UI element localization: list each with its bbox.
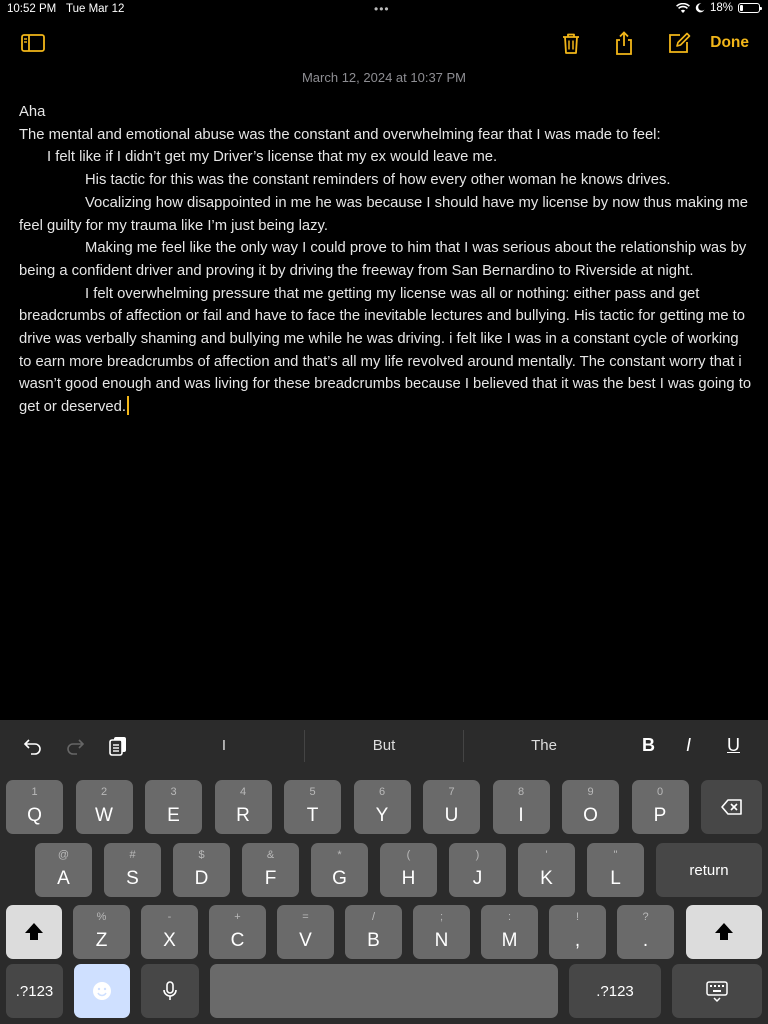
key-m[interactable] [481, 905, 538, 959]
status-time: 10:52 PM [7, 3, 57, 15]
numbers-label: .?123 [596, 982, 634, 1000]
key-o[interactable] [562, 780, 619, 834]
moon-icon [695, 3, 705, 13]
key-hint: " [613, 849, 618, 861]
key-label: G [332, 868, 347, 889]
status-right [676, 2, 760, 14]
note-body[interactable] [19, 101, 754, 419]
note-line: The mental and emotional abuse was the constant and overwhelming fear that I was made to feel: [19, 126, 661, 143]
key-e[interactable] [145, 780, 202, 834]
battery-percent: 18% [709, 2, 733, 14]
key-hint: 3 [170, 786, 177, 798]
shift-key-left[interactable] [6, 905, 62, 959]
shift-icon [22, 920, 46, 944]
suggestion-1[interactable]: I [221, 737, 227, 754]
key-q[interactable] [6, 780, 63, 834]
status-date: Tue Mar 12 [66, 3, 125, 15]
key-label: Q [27, 805, 42, 826]
key-hint: : [507, 911, 512, 923]
key-hint: 0 [656, 786, 664, 798]
shortcut-bar [0, 720, 768, 772]
compose-icon[interactable] [666, 30, 692, 56]
key-y[interactable] [354, 780, 411, 834]
keyboard [0, 720, 768, 1024]
note-line [19, 283, 754, 419]
key-hint: ( [406, 849, 411, 861]
key-i[interactable] [493, 780, 550, 834]
key-w[interactable] [76, 780, 133, 834]
key-z[interactable] [73, 905, 130, 959]
key-label: H [401, 868, 416, 889]
key-label: I [518, 805, 524, 826]
bold-button[interactable]: B [642, 735, 655, 755]
share-icon[interactable] [611, 30, 637, 56]
key-hint: % [96, 911, 107, 923]
note-line: I felt like if I didn’t get my Driver’s license that my ex would leave me. [47, 149, 498, 166]
return-key[interactable] [656, 843, 762, 897]
key-hint: = [302, 911, 309, 923]
trash-icon[interactable] [558, 30, 584, 56]
key-label: B [367, 930, 380, 951]
key-hint: 9 [587, 786, 594, 798]
text-cursor [127, 396, 129, 415]
key-b[interactable] [345, 905, 402, 959]
key-hint: 8 [517, 786, 525, 798]
underline-button[interactable]: U [727, 735, 740, 755]
key-label: S [126, 868, 139, 889]
shift-icon [712, 920, 736, 944]
battery-fill [740, 5, 743, 11]
key-comma[interactable] [549, 905, 606, 959]
key-p[interactable] [632, 780, 689, 834]
hide-keyboard-key[interactable] [672, 964, 762, 1018]
battery-icon [738, 3, 760, 13]
key-label: A [57, 868, 70, 889]
key-f[interactable] [242, 843, 299, 897]
key-label: . [642, 930, 649, 951]
numbers-label: .?123 [15, 982, 54, 1000]
key-x[interactable] [141, 905, 198, 959]
italic-button[interactable]: I [686, 735, 692, 755]
clipboard-icon[interactable] [107, 735, 129, 757]
return-label: return [689, 861, 729, 879]
emoji-icon [90, 979, 114, 1003]
key-hint: $ [198, 849, 205, 861]
wifi-icon [676, 3, 690, 14]
key-hint: * [337, 849, 342, 861]
note-line: Making me feel like the only way I could prove to him that I was serious about the relationship was by being a confident driver and proving it by driving the freeway from San Bernardino to Riverside at night. [19, 240, 747, 279]
key-hint: 7 [448, 786, 455, 798]
note-line: His tactic for this was the constant reminders of how every other woman he knows drives. [85, 172, 671, 189]
key-s[interactable] [104, 843, 161, 897]
key-label: W [95, 805, 113, 826]
key-label: L [610, 868, 621, 889]
space-bar[interactable] [210, 964, 558, 1018]
numbers-key-right[interactable] [569, 964, 661, 1018]
key-label: M [501, 930, 518, 951]
key-label: V [299, 930, 312, 951]
key-a[interactable] [35, 843, 92, 897]
key-hint: @ [57, 849, 70, 861]
key-label: K [540, 868, 553, 889]
key-c[interactable] [209, 905, 266, 959]
dictation-key[interactable] [141, 964, 199, 1018]
redo-icon[interactable] [64, 735, 86, 757]
key-d[interactable] [173, 843, 230, 897]
key-hint: ' [545, 849, 548, 861]
key-label: X [163, 930, 176, 951]
done-button[interactable]: Done [710, 34, 749, 51]
suggestion-3[interactable]: The [531, 737, 557, 754]
sidebar-icon[interactable] [20, 30, 46, 56]
key-label: C [230, 930, 245, 951]
key-v[interactable] [277, 905, 334, 959]
key-period[interactable] [617, 905, 674, 959]
key-label: Z [95, 930, 108, 951]
key-hint: ) [475, 849, 480, 861]
key-label: , [574, 930, 581, 951]
key-hint: ! [575, 911, 580, 923]
key-label: N [434, 930, 449, 951]
status-bar [0, 0, 768, 20]
key-hint: / [371, 911, 376, 923]
key-hint: - [167, 911, 172, 923]
key-label: P [653, 805, 667, 826]
key-hint: 1 [31, 786, 38, 798]
key-label: F [264, 868, 277, 889]
emoji-key[interactable] [74, 964, 130, 1018]
key-label: E [167, 805, 180, 826]
note-last-paragraph: I felt overwhelming pressure that me getting my license was all or nothing: either pass and get breadcrumbs of affection or fail and have to face the inevitable lectures and bullying. His tactic for getting me to drive was verbally shaming and bullying me while he was driving. i felt like I was in a constant cycle of working to earn more breadcrumbs of affection and that’s all my life revolved around mentally. The constant worry that i wasn’t good enough and was living for these breadcrumbs because I believed that it was the best I was going to get or deserved. [19, 285, 752, 416]
key-hint: 4 [239, 786, 247, 798]
key-hint: + [234, 911, 241, 923]
key-n[interactable] [413, 905, 470, 959]
key-hint: ? [642, 911, 649, 923]
key-label: J [472, 868, 483, 889]
key-label: D [194, 868, 209, 889]
key-hint: # [129, 849, 136, 861]
key-r[interactable] [215, 780, 272, 834]
key-h[interactable] [380, 843, 437, 897]
key-u[interactable] [423, 780, 480, 834]
key-label: O [583, 805, 598, 826]
key-j[interactable] [449, 843, 506, 897]
delete-key[interactable] [701, 780, 762, 834]
key-label: T [306, 805, 319, 826]
delete-icon [720, 795, 744, 819]
key-label: Y [375, 805, 389, 826]
key-hint: 2 [100, 786, 108, 798]
multitasking-dots-icon[interactable]: ••• [374, 2, 390, 16]
keyboard-dismiss-icon [705, 979, 729, 1003]
note-date: March 12, 2024 at 10:37 PM [301, 70, 467, 85]
note-line: Aha [19, 104, 46, 120]
key-label: U [444, 805, 459, 826]
key-k[interactable] [518, 843, 575, 897]
key-label: R [236, 805, 250, 826]
shift-key-right[interactable] [686, 905, 762, 959]
key-hint: 5 [309, 786, 316, 798]
key-t[interactable] [284, 780, 341, 834]
numbers-key-left[interactable] [6, 964, 63, 1018]
key-hint: ; [439, 911, 444, 923]
note-line: Vocalizing how disappointed in me he was because I should have my license by now thus making me feel guilty for my trauma like I’m just being lazy. [19, 194, 748, 234]
key-l[interactable] [587, 843, 644, 897]
undo-icon[interactable] [22, 735, 44, 757]
key-hint: 6 [378, 786, 386, 798]
microphone-icon [158, 979, 182, 1003]
key-hint: & [266, 849, 275, 861]
key-g[interactable] [311, 843, 368, 897]
suggestion-2[interactable]: But [372, 737, 396, 754]
